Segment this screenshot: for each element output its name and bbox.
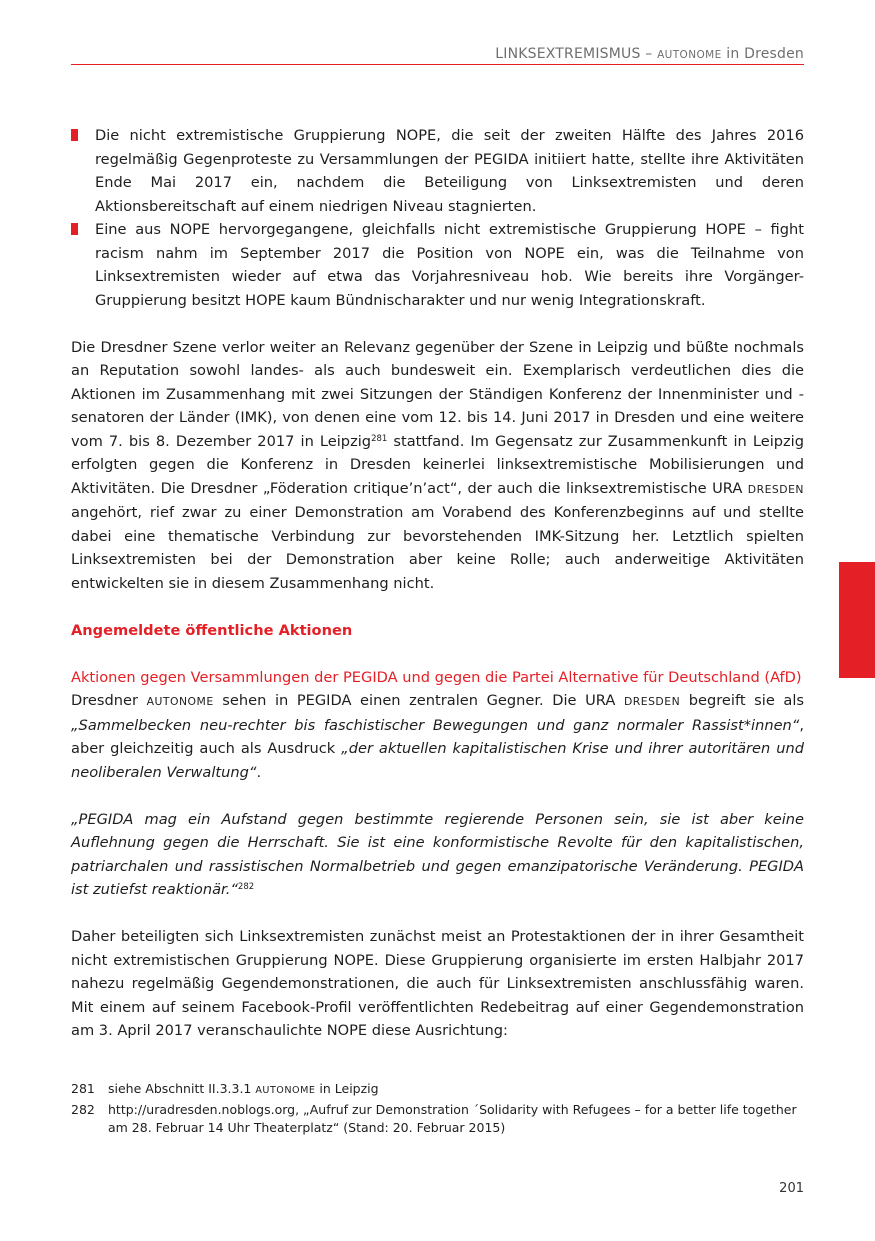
bullet-list	[71, 124, 804, 312]
footnote-number: 281	[71, 1081, 95, 1096]
header-location: in Dresden	[721, 46, 804, 62]
header-separator: –	[640, 46, 658, 62]
footnotes	[71, 1080, 804, 1138]
footnote-item	[71, 1101, 804, 1138]
header-title: LINKSEXTREMISMUS	[495, 46, 641, 62]
bullet-item: Die nicht extremistische Gruppierung NOPE, die seit der zweiten Hälfte des Jahres 2016 regelmäßig Gegenproteste zu Versammlungen der PEGIDA initiiert hatte, stellte ihre Aktivitäten Ende Mai 2017 ein, nachdem die Beteiligung von Linksextremisten und deren Aktionsbereitschaft auf einem niedrigen Niveau stagnierten.	[71, 124, 804, 218]
footnote-ref-281[interactable]: 281	[371, 433, 388, 444]
footnote-text: http://uradresden.noblogs.org, „Aufruf zur Demonstration ´Solidarity with Refugees – for a better life together am 28. Februar 14 Uhr Theaterplatz“ (Stand: 20. Februar 2015)	[108, 1101, 797, 1135]
paragraph-nope: Daher beteiligten sich Linksextremisten zunächst meist an Protestaktionen der in ihrer Gesamtheit nicht extremistischen Gruppierung NOPE. Diese Gruppierung organisierte im ersten Halbjahr 2017 nahezu regelmäßig Gegendemonstrationen, die auch für Linksextremisten anschlussfähig waren. Mit einem auf seinem Facebook-Profil veröffentlichten Redebeitrag auf einer Gegendemonstration am 3. April 2017 veranschaulichte NOPE diese Ausrichtung:	[71, 928, 804, 1039]
chapter-tab-marker	[839, 562, 875, 678]
paragraph-pegida: Dresdner AUTONOME sehen in PEGIDA einen zentralen Gegner. Die URA DRESDEN begreift sie als „Sammelbecken neu-rechter bis faschistischer Bewegungen und ganz normaler Rassist*innen“, aber gleichzeitig auch als Ausdruck „der aktuellen kapitalistischen Krise und ihrer autoritären und neoliberalen Verwaltung“.	[71, 692, 804, 781]
block-quote: „PEGIDA mag ein Aufstand gegen bestimmte regierende Personen sein, sie ist aber keine Auflehnung gegen die Herrschaft. Sie ist eine konformistische Revolte für den kapitalistischen, patriarchalen und rassistischen Normalbetrieb und gegen emanzipatorische Veränderung. PEGIDA ist zutiefst reaktionär.“$^{282}$	[71, 810, 804, 898]
paragraph-imk: Die Dresdner Szene verlor weiter an Relevanz gegenüber der Szene in Leipzig und büßte nochmals an Reputation sowohl landes- als auch bundesweit ein. Exemplarisch verdeutlichen dies die Aktionen im Zusammenhang mit zwei Sitzungen der Ständigen Konferenz der Innenminister und -senatoren der Länder (IMK), von denen eine vom 12. bis 14. Juni 2017 in Dresden und eine weitere vom 7. bis 8. Dezember 2017 in Leipzig$^{281}$ stattfand. Im Gegensatz zur Zusammenkunft in Leipzig erfolgten gegen die Konferenz in Dresden keinerlei linksextremistische Mobilisierungen und Aktivitäten. Die Dresdner „Föderation critique’n’act“, der auch die linksextremistische URA DRESDEN angehört, rief zwar zu einer Demonstration am Vorabend des Konferenzbeginns auf und stellte dabei eine thematische Verbindung zur bevorstehenden IMK-Sitzung her. Letztlich spielten Linksextremisten bei der Demonstration aber keine Rolle; auch anderweitige Aktivitäten entwickelten sie in diesem Zusammenhang nicht.	[71, 338, 804, 592]
footnote-text: siehe Abschnitt II.3.3.1 AUTONOME in Leipzig	[108, 1081, 379, 1096]
header-autonome: AUTONOME	[657, 49, 722, 61]
bullet-item: Eine aus NOPE hervorgegangene, gleichfalls nicht extremistische Gruppierung HOPE – fight racism nahm im September 2017 die Position von NOPE ein, was die Teilnahme von Linksextremisten wieder auf etwa das Vorjahresniveau hob. Wie bereits ihre Vorgänger-Gruppierung besitzt HOPE kaum Bündnischarakter und nur wenig Integrationskraft.	[71, 218, 804, 312]
main-content	[71, 124, 804, 1043]
page-number: 201	[779, 1181, 804, 1196]
section-heading: Angemeldete öffentliche Aktionen	[71, 621, 353, 639]
header-rule	[71, 64, 804, 65]
subsection-heading: Aktionen gegen Versammlungen der PEGIDA und gegen die Partei Alternative für Deutschland (AfD)	[71, 668, 802, 686]
footnote-item	[71, 1080, 804, 1101]
footnote-ref-282[interactable]: 282	[237, 882, 255, 892]
footnote-number: 282	[71, 1101, 95, 1117]
